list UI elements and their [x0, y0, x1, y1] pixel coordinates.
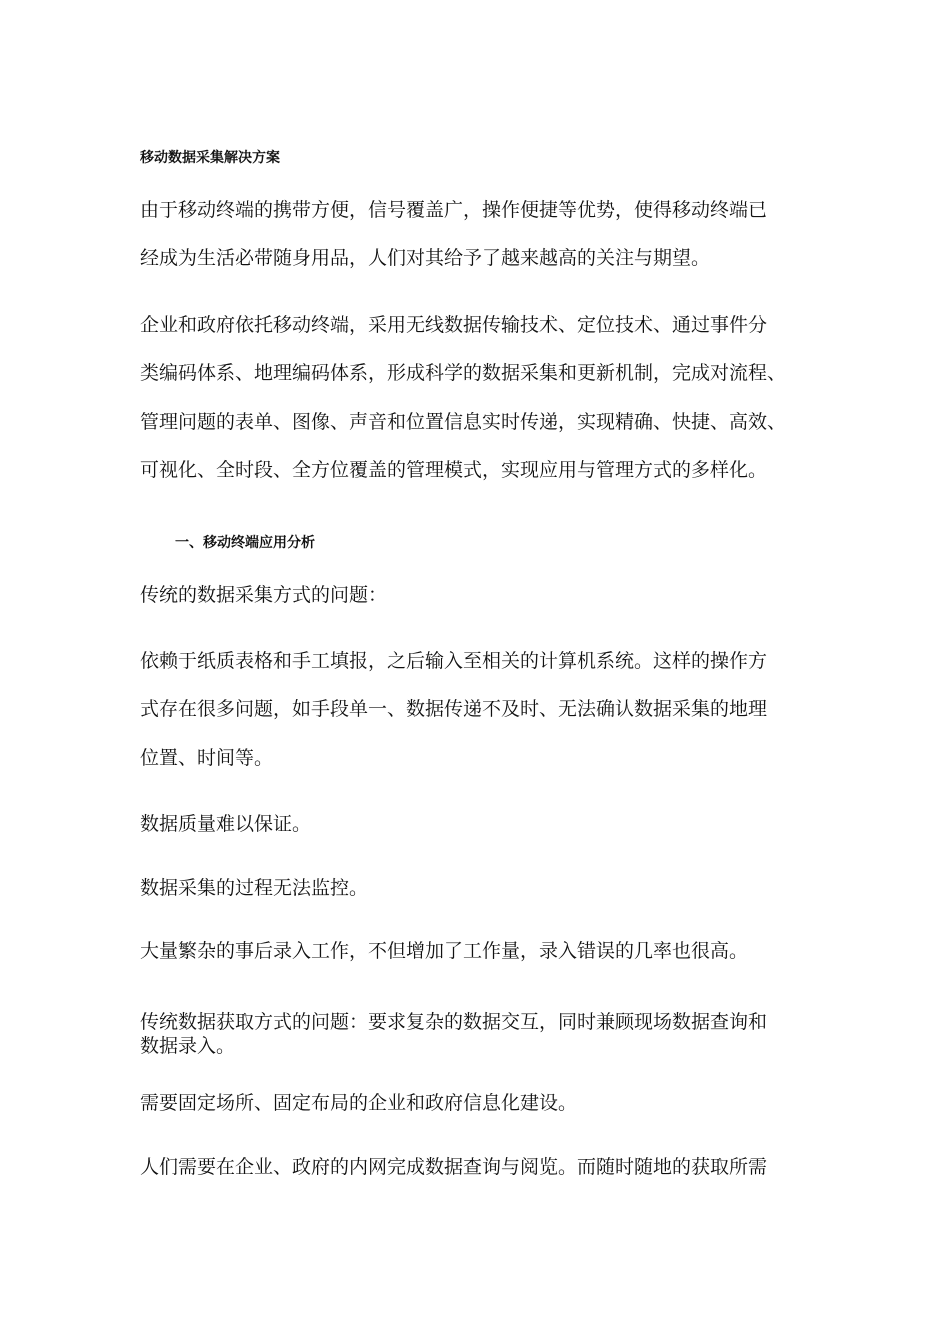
- fixed-place: 需要固定场所、固定布局的企业和政府信息化建设。: [140, 1092, 578, 1114]
- retrieval-line-1: 传统数据获取方式的问题：要求复杂的数据交互，同时兼顾现场数据查询和: [140, 1011, 768, 1033]
- traditional-collection-line-1: 依赖于纸质表格和手工填报，之后输入至相关的计算机系统。这样的操作方: [140, 650, 768, 672]
- intro-paragraph-2-line-2: 类编码体系、地理编码体系，形成科学的数据采集和更新机制，完成对流程、: [140, 362, 787, 384]
- intro-paragraph-1-line-1: 由于移动终端的携带方便，信号覆盖广，操作便捷等优势，使得移动终端已: [140, 199, 768, 221]
- intro-paragraph-1-line-2: 经成为生活必带随身用品，人们对其给予了越来越高的关注与期望。: [140, 247, 711, 269]
- document-title: 移动数据采集解决方案: [140, 150, 280, 166]
- traditional-collection-line-3: 位置、时间等。: [140, 747, 274, 769]
- retrieval-line-2: 数据录入。: [140, 1035, 236, 1057]
- intranet-paragraph: 人们需要在企业、政府的内网完成数据查询与阅览。而随时随地的获取所需: [140, 1156, 768, 1178]
- intro-paragraph-2-line-3: 管理问题的表单、图像、声音和位置信息实时传递，实现精确、快捷、高效、: [140, 411, 787, 433]
- monitor-issue: 数据采集的过程无法监控。: [140, 877, 369, 899]
- entry-issue: 大量繁杂的事后录入工作，不但增加了工作量，录入错误的几率也很高。: [140, 940, 749, 962]
- intro-paragraph-2-line-4: 可视化、全时段、全方位覆盖的管理模式，实现应用与管理方式的多样化。: [140, 459, 768, 481]
- section-heading: 一、移动终端应用分析: [175, 535, 315, 551]
- traditional-collection-heading: 传统的数据采集方式的问题：: [140, 584, 388, 606]
- quality-issue: 数据质量难以保证。: [140, 813, 312, 835]
- traditional-collection-line-2: 式存在很多问题，如手段单一、数据传递不及时、无法确认数据采集的地理: [140, 698, 768, 720]
- intro-paragraph-2-line-1: 企业和政府依托移动终端，采用无线数据传输技术、定位技术、通过事件分: [140, 314, 768, 336]
